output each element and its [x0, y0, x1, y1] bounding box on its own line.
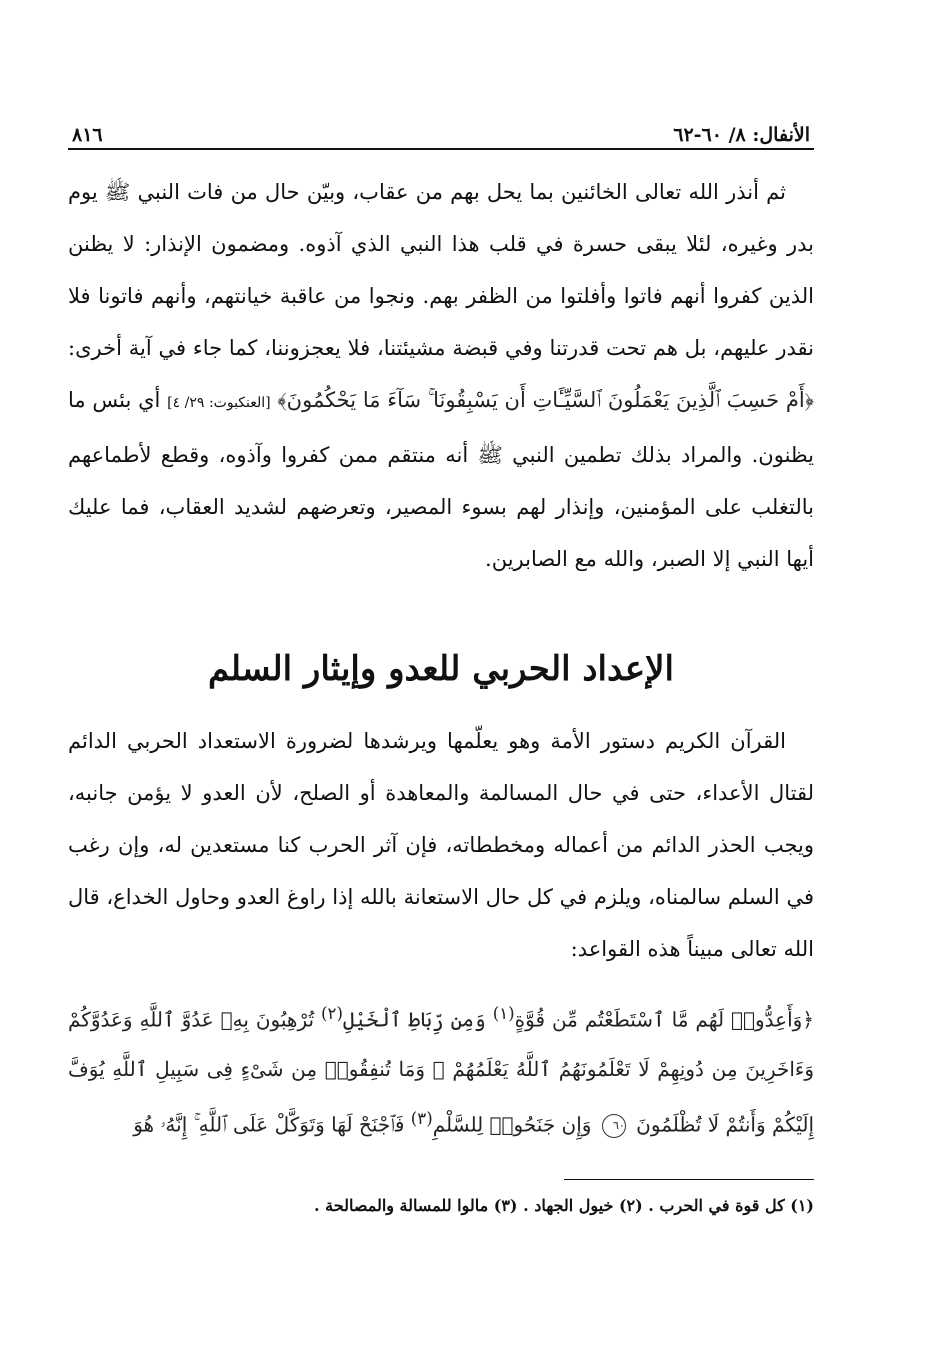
- ayah-number-marker: ٦٠: [602, 1114, 626, 1138]
- verse-part: فَٱجْنَحْ لَهَا وَتَوَكَّلْ عَلَى ٱللَّهِ ۚ إِنَّهُۥ هُوَ: [133, 1112, 411, 1137]
- verse-part: ﴿وَأَعِدُّوا۟ لَهُم مَّا ٱسْتَطَعْتُم مِّن قُوَّةٍ: [514, 1007, 815, 1032]
- section-title: الإعداد الحربي للعدو وإيثار السلم: [208, 649, 674, 689]
- verse-source: [العنكبوت: ٢٩/ ٤]: [167, 395, 271, 411]
- quran-verse-block: [68, 989, 814, 1149]
- verse-part: وَإِن جَنَحُوا۟ لِلسَّلْمِ: [432, 1112, 598, 1137]
- header-rule: [68, 148, 814, 150]
- intro-paragraph: القرآن الكريم دستور الأمة وهو يعلّمها ويرشدها لضرورة الاستعداد الحربي الدائم لقتال الأعداء، حتى في حال المسالمة والمعاهدة أو الصلح، لأن العدو لا يؤمن جانبه، ويجب الحذر الدائم من أعماله ومخططاته، فإن آثر الحرب كنا مستعدين له، وإن رغب في السلم سالمناه، ويلزم في كل حال الاستعانة بالله إذا راوغ العدو وحاول الخداع، قال الله تعالى مبيناً هذه القواعد:: [68, 729, 814, 961]
- footnote-marker: (٣): [410, 1108, 433, 1128]
- paragraph-text: ثم أنذر الله تعالى الخائنين بما يحل بهم من عقاب، وبيّن حال من فات النبي ﷺ يوم بدر وغيره، لئلا يبقى حسرة في قلب هذا النبي الذي آذوه. ومضمون الإنذار: لا يظنن الذين كفروا أنهم فاتوا وأفلتوا من الظفر بهم. ونجوا من عاقبة خيانتهم، وأنهم فاتونا فلا نقدر عليهم، بل هم تحت قدرتنا وفي قبضة مشيئتنا، فلا يعجزوننا، كما جاء في آية أخرى:: [68, 180, 814, 360]
- footnote-rule: [564, 1179, 814, 1180]
- running-header: [68, 110, 814, 146]
- footnotes: (١) كل قوة في الحرب . (٢) خيول الجهاد . (٣) مالوا للمسالة والمصالحة .: [314, 1196, 814, 1216]
- book-page: [68, 110, 814, 1218]
- commentary-paragraph: [68, 166, 814, 585]
- verse-part: تُرْهِبُونَ بِهِۦ عَدُوَّ ٱللَّهِ وَعَدُوَّكُمْ وَءَاخَرِينَ مِن دُونِهِمْ لَا تَعْلَمُونَهُمُ ٱللَّهُ يَعْلَمُهُمْ ۚ وَمَا تُنفِقُوا۟ مِن شَىْءٍ فِى سَبِيلِ ٱللَّهِ يُوَفَّ إِلَيْكُمْ وَأَنتُمْ لَا تُظْلَمُونَ: [68, 1007, 814, 1137]
- footnote-marker: (٢): [321, 1004, 343, 1023]
- chapter-reference: الأنفال: ٨/ ٦٠-٦٢: [673, 124, 810, 146]
- paragraph-text-continued: أي بئس ما يظنون. والمراد بذلك تطمين النبي ﷺ أنه منتقم ممن كفروا وآذوه، وقطع لأطماعهم بالتغلب على المؤمنين، وإنذار لهم بسوء المصير، وتعرضهم لشديد العقاب، فما عليك أيها النبي إلا الصبر، والله مع الصابرين.: [68, 388, 814, 571]
- quran-quote: ﴿أَمْ حَسِبَ ٱلَّذِينَ يَعْمَلُونَ ٱلسَّيِّـَٔاتِ أَن يَسْبِقُونَا ۚ سَآءَ مَا يَحْكُمُونَ﴾: [277, 388, 814, 412]
- verse-part: وَمِن رِّبَاطِ ٱلْخَيْلِ: [342, 1007, 493, 1032]
- footnote-marker: (١): [492, 1004, 515, 1023]
- page-number: ٨١٦: [72, 124, 103, 146]
